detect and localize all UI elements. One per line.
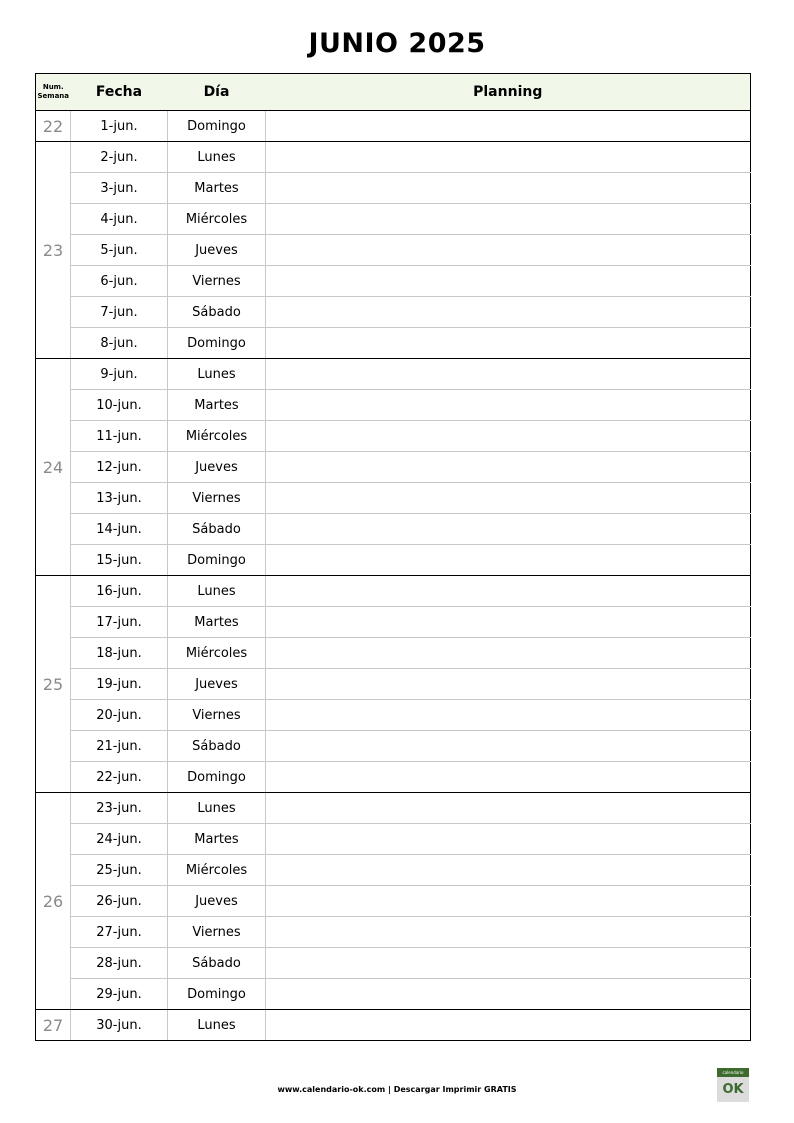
planning-cell[interactable] [266, 204, 751, 235]
day-cell: Martes [168, 607, 266, 638]
day-cell: Jueves [168, 669, 266, 700]
day-row [36, 235, 751, 266]
day-row [36, 452, 751, 483]
day-row [36, 545, 751, 576]
date-cell: 15-jun. [71, 545, 168, 576]
planner-body [36, 111, 751, 1041]
day-row [36, 793, 751, 824]
date-cell: 13-jun. [71, 483, 168, 514]
date-cell: 11-jun. [71, 421, 168, 452]
date-cell: 24-jun. [71, 824, 168, 855]
day-cell: Viernes [168, 483, 266, 514]
planning-cell[interactable] [266, 514, 751, 545]
planning-cell[interactable] [266, 793, 751, 824]
day-row [36, 886, 751, 917]
planning-cell[interactable] [266, 328, 751, 359]
day-header: Día [168, 74, 266, 111]
day-cell: Domingo [168, 545, 266, 576]
day-cell: Lunes [168, 793, 266, 824]
day-cell: Miércoles [168, 855, 266, 886]
planning-cell[interactable] [266, 917, 751, 948]
day-cell: Miércoles [168, 204, 266, 235]
day-row [36, 266, 751, 297]
planner-table [35, 73, 751, 1041]
day-cell: Martes [168, 173, 266, 204]
day-cell: Lunes [168, 576, 266, 607]
day-cell: Domingo [168, 111, 266, 142]
day-row [36, 111, 751, 142]
day-row [36, 824, 751, 855]
day-row [36, 483, 751, 514]
date-cell: 20-jun. [71, 700, 168, 731]
day-row [36, 731, 751, 762]
week-number-header [36, 74, 71, 111]
day-cell: Miércoles [168, 421, 266, 452]
day-row [36, 669, 751, 700]
date-cell: 21-jun. [71, 731, 168, 762]
day-cell: Viernes [168, 266, 266, 297]
planning-cell[interactable] [266, 452, 751, 483]
week-number-header-line2: Semana [37, 92, 69, 100]
day-row [36, 204, 751, 235]
planning-cell[interactable] [266, 948, 751, 979]
day-row [36, 917, 751, 948]
day-row [36, 948, 751, 979]
planning-cell[interactable] [266, 731, 751, 762]
day-row [36, 638, 751, 669]
day-cell: Lunes [168, 359, 266, 390]
date-cell: 16-jun. [71, 576, 168, 607]
day-cell: Jueves [168, 235, 266, 266]
day-row [36, 607, 751, 638]
planning-cell[interactable] [266, 607, 751, 638]
planning-cell[interactable] [266, 886, 751, 917]
day-row [36, 390, 751, 421]
planning-cell[interactable] [266, 545, 751, 576]
planning-cell[interactable] [266, 297, 751, 328]
date-cell: 22-jun. [71, 762, 168, 793]
day-cell: Sábado [168, 514, 266, 545]
date-cell: 17-jun. [71, 607, 168, 638]
date-cell: 23-jun. [71, 793, 168, 824]
day-row [36, 421, 751, 452]
date-cell: 28-jun. [71, 948, 168, 979]
day-cell: Domingo [168, 979, 266, 1010]
planning-cell[interactable] [266, 1010, 751, 1041]
planning-cell[interactable] [266, 266, 751, 297]
week-number-header-line1: Num. [42, 83, 64, 91]
day-row [36, 762, 751, 793]
planning-cell[interactable] [266, 111, 751, 142]
planning-cell[interactable] [266, 762, 751, 793]
week-number-cell: 24 [36, 359, 71, 576]
page-title: JUNIO 2025 [308, 28, 486, 59]
date-cell: 1-jun. [71, 111, 168, 142]
day-cell: Martes [168, 824, 266, 855]
date-cell: 25-jun. [71, 855, 168, 886]
date-cell: 10-jun. [71, 390, 168, 421]
planning-cell[interactable] [266, 421, 751, 452]
day-cell: Jueves [168, 452, 266, 483]
header-row [36, 74, 751, 111]
day-cell: Sábado [168, 297, 266, 328]
planning-cell[interactable] [266, 235, 751, 266]
day-row [36, 142, 751, 173]
date-cell: 14-jun. [71, 514, 168, 545]
planning-cell[interactable] [266, 359, 751, 390]
date-cell: 6-jun. [71, 266, 168, 297]
day-cell: Lunes [168, 142, 266, 173]
planning-cell[interactable] [266, 855, 751, 886]
date-cell: 26-jun. [71, 886, 168, 917]
planning-cell[interactable] [266, 142, 751, 173]
planning-cell[interactable] [266, 700, 751, 731]
date-cell: 29-jun. [71, 979, 168, 1010]
date-cell: 4-jun. [71, 204, 168, 235]
day-cell: Miércoles [168, 638, 266, 669]
week-number-cell: 27 [36, 1010, 71, 1041]
week-number-cell: 23 [36, 142, 71, 359]
day-cell: Jueves [168, 886, 266, 917]
week-number-cell: 25 [36, 576, 71, 793]
day-cell: Domingo [168, 328, 266, 359]
date-cell: 3-jun. [71, 173, 168, 204]
date-cell: 5-jun. [71, 235, 168, 266]
day-row [36, 576, 751, 607]
date-cell: 30-jun. [71, 1010, 168, 1041]
day-row [36, 514, 751, 545]
planning-cell[interactable] [266, 390, 751, 421]
day-cell: Viernes [168, 700, 266, 731]
day-row [36, 173, 751, 204]
planning-cell[interactable] [266, 576, 751, 607]
date-cell: 2-jun. [71, 142, 168, 173]
planning-header: Planning [266, 74, 751, 111]
footer-text: www.calendario-ok.com | Descargar Imprimir GRATIS [277, 1085, 517, 1094]
date-cell: 7-jun. [71, 297, 168, 328]
day-row [36, 855, 751, 886]
day-row [36, 297, 751, 328]
date-cell: 9-jun. [71, 359, 168, 390]
planning-cell[interactable] [266, 173, 751, 204]
calendario-ok-logo [717, 1068, 749, 1102]
day-cell: Martes [168, 390, 266, 421]
day-cell: Viernes [168, 917, 266, 948]
date-header: Fecha [71, 74, 168, 111]
day-cell: Sábado [168, 948, 266, 979]
date-cell: 8-jun. [71, 328, 168, 359]
planning-cell[interactable] [266, 824, 751, 855]
day-row [36, 979, 751, 1010]
week-number-cell: 26 [36, 793, 71, 1010]
day-cell: Lunes [168, 1010, 266, 1041]
day-cell: Sábado [168, 731, 266, 762]
date-cell: 12-jun. [71, 452, 168, 483]
planning-cell[interactable] [266, 483, 751, 514]
day-row [36, 1010, 751, 1041]
planning-cell[interactable] [266, 669, 751, 700]
planning-cell[interactable] [266, 979, 751, 1010]
date-cell: 18-jun. [71, 638, 168, 669]
day-row [36, 359, 751, 390]
day-cell: Domingo [168, 762, 266, 793]
date-cell: 27-jun. [71, 917, 168, 948]
planning-cell[interactable] [266, 638, 751, 669]
logo-top-text: calendario [717, 1068, 749, 1077]
date-cell: 19-jun. [71, 669, 168, 700]
logo-ok-text: OK [722, 1082, 744, 1097]
day-row [36, 328, 751, 359]
day-row [36, 700, 751, 731]
week-number-cell: 22 [36, 111, 71, 142]
